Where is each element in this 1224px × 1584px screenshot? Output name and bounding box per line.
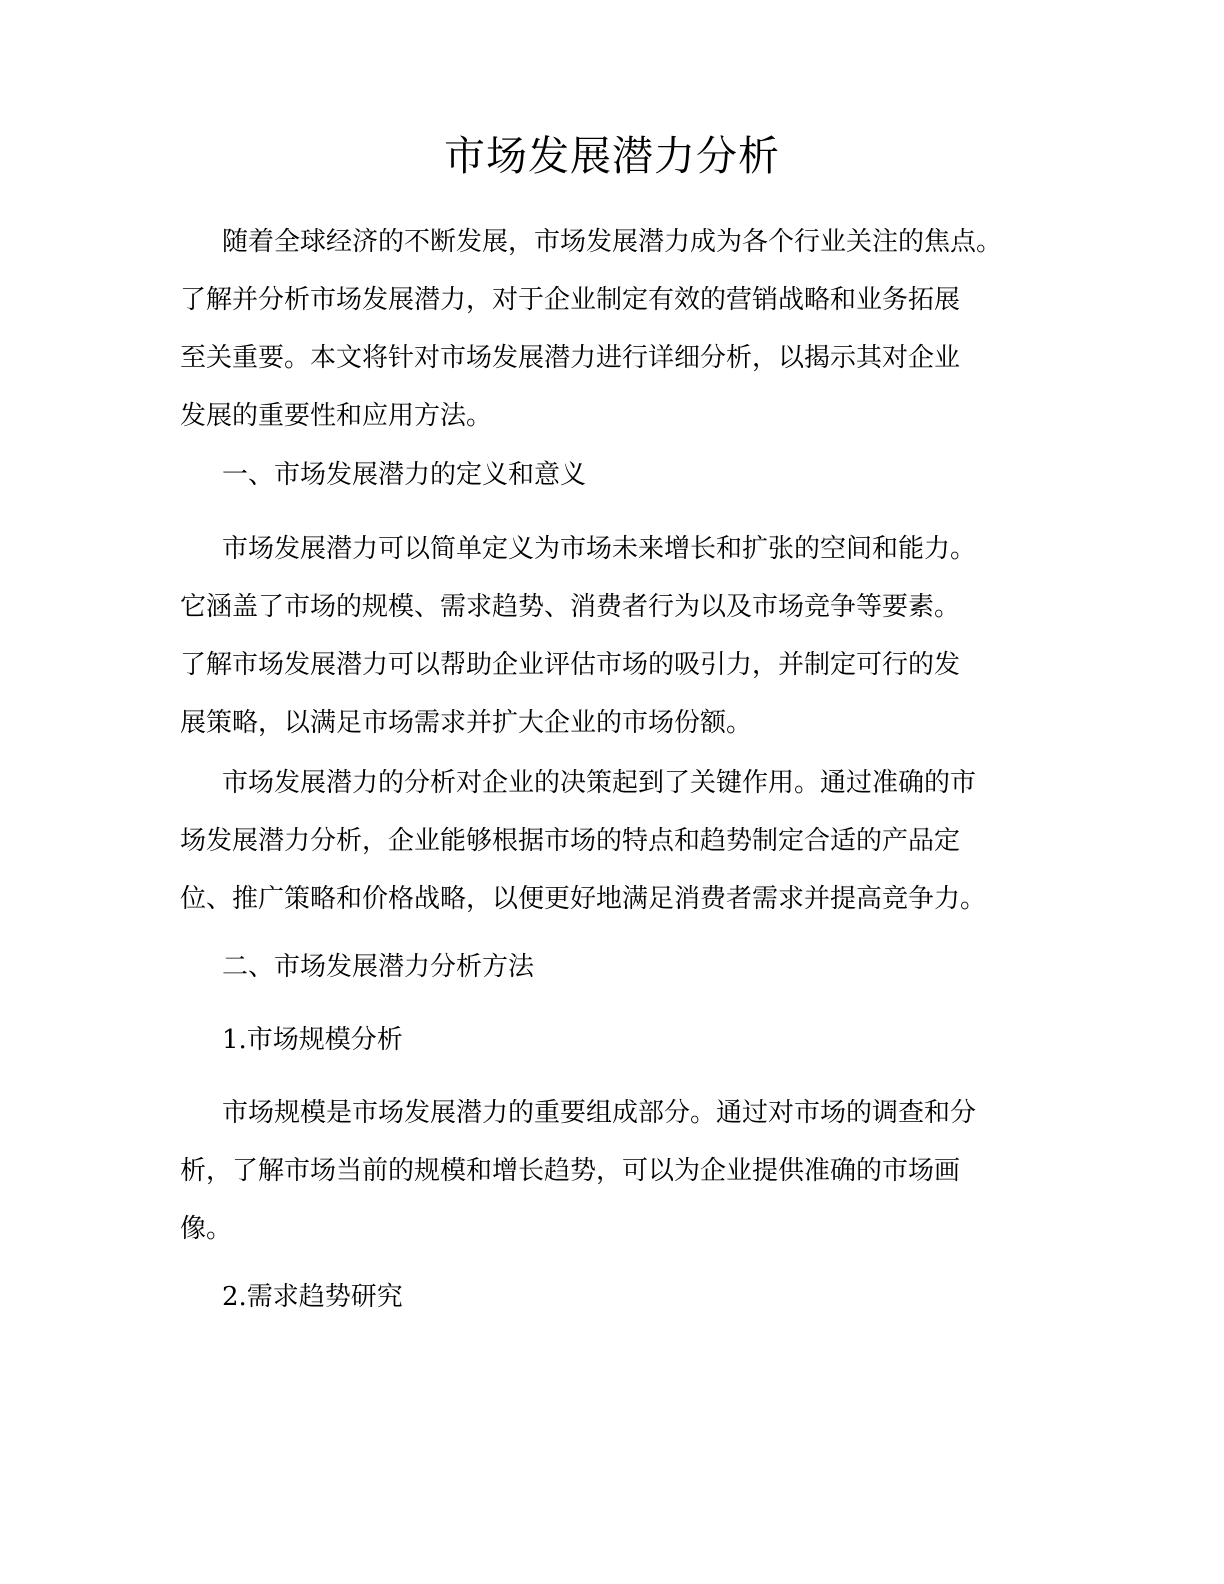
paragraph-line: 像。 [180,1214,233,1244]
paragraph-line: 市场规模是市场发展潜力的重要组成部分。通过对市场的调查和分 [222,1098,977,1128]
intro-paragraph [180,213,1002,445]
document-title: 市场发展潜力分析 [444,132,780,180]
section-1-heading: 一、市场发展潜力的定义和意义 [222,460,587,490]
paragraph-line: 市场发展潜力可以简单定义为市场未来增长和扩张的空间和能力。 [222,534,977,564]
paragraph-line: 市场发展潜力的分析对企业的决策起到了关键作用。通过准确的市 [222,768,977,798]
paragraph-line: 至关重要。本文将针对市场发展潜力进行详细分析，以揭示其对企业 [180,343,961,373]
paragraph-line: 随着全球经济的不断发展，市场发展潜力成为各个行业关注的焦点。 [222,227,1003,257]
paragraph-line: 了解并分析市场发展潜力，对于企业制定有效的营销战略和业务拓展 [180,285,961,315]
paragraph-line: 位、推广策略和价格战略，以便更好地满足消费者需求并提高竞争力。 [180,884,987,914]
paragraph-line: 场发展潜力分析，企业能够根据市场的特点和趋势制定合适的产品定 [180,826,961,856]
paragraph-line: 展策略，以满足市场需求并扩大企业的市场份额。 [180,708,753,738]
paragraph-line: 它涵盖了市场的规模、需求趋势、消费者行为以及市场竞争等要素。 [180,592,961,622]
paragraph-line: 了解市场发展潜力可以帮助企业评估市场的吸引力，并制定可行的发 [180,650,961,680]
subsection-2-heading: 2.需求趋势研究 [222,1282,403,1312]
subsection-1-paragraph [180,1084,976,1258]
section-2-heading: 二、市场发展潜力分析方法 [222,952,535,982]
paragraph-line: 析，了解市场当前的规模和增长趋势，可以为企业提供准确的市场画 [180,1156,961,1186]
section-1-paragraph-1 [180,520,976,752]
section-1-paragraph-2 [180,754,986,928]
subsection-1-heading: 1.市场规模分析 [222,1025,403,1055]
paragraph-line: 发展的重要性和应用方法。 [180,401,493,431]
